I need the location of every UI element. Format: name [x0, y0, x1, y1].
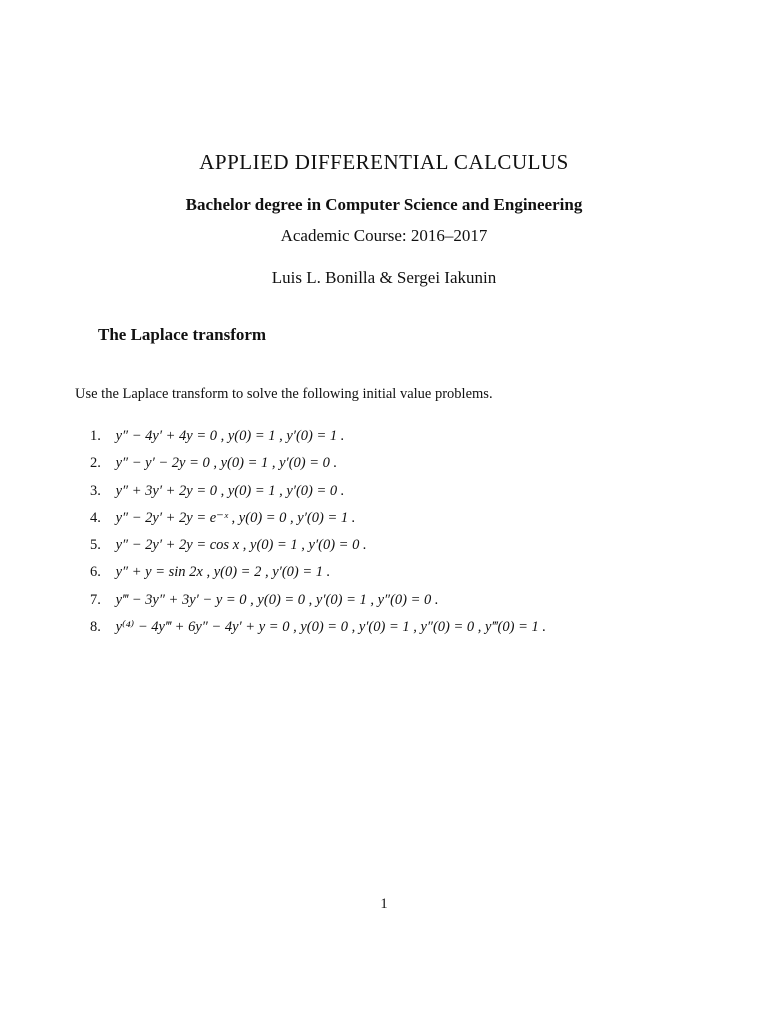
document-subtitle: Bachelor degree in Computer Science and Engineering — [185, 195, 583, 214]
problem-item — [90, 534, 546, 561]
problem-item — [90, 452, 546, 479]
problem-number: 2. — [90, 455, 101, 472]
problem-number: 5. — [90, 537, 101, 554]
academic-course: Academic Course: 2016–2017 — [280, 226, 488, 245]
problem-equation: y″ − 2y′ + 2y = e⁻ˣ , y(0) = 0 , y′(0) = 1 . — [115, 509, 356, 526]
problem-equation: y″ + 3y′ + 2y = 0 , y(0) = 1 , y′(0) = 0 . — [115, 482, 345, 499]
problem-number: 7. — [90, 591, 101, 608]
problem-number: 3. — [90, 482, 101, 499]
problem-number: 4. — [90, 509, 101, 526]
problem-list — [90, 425, 546, 643]
problem-item — [90, 616, 546, 643]
problem-number: 6. — [90, 564, 101, 581]
problem-item — [90, 480, 546, 507]
page-number: 1 — [380, 896, 388, 912]
section-intro: Use the Laplace transform to solve the following initial value problems. — [75, 386, 493, 402]
problem-equation: y⁽⁴⁾ − 4y‴ + 6y″ − 4y′ + y = 0 , y(0) = 0 , y′(0) = 1 , y″(0) = 0 , y‴(0) = 1 . — [115, 619, 547, 636]
authors: Luis L. Bonilla & Sergei Iakunin — [271, 268, 497, 287]
problem-equation: y″ − 4y′ + 4y = 0 , y(0) = 1 , y′(0) = 1 . — [115, 428, 345, 444]
problem-number: 8. — [90, 619, 101, 636]
problem-item — [90, 589, 546, 616]
problem-equation: y″ + y = sin 2x , y(0) = 2 , y′(0) = 1 . — [115, 564, 331, 581]
problem-equation: y‴ − 3y″ + 3y′ − y = 0 , y(0) = 0 , y′(0) = 1 , y″(0) = 0 . — [115, 591, 439, 608]
problem-item — [90, 425, 546, 452]
problem-number: 1. — [90, 428, 101, 444]
problem-equation: y″ − 2y′ + 2y = cos x , y(0) = 1 , y′(0) = 0 . — [115, 537, 367, 554]
section-title: The Laplace transform — [98, 325, 267, 344]
document-title: APPLIED DIFFERENTIAL CALCULUS — [199, 150, 569, 174]
problem-item — [90, 507, 546, 534]
problem-equation: y″ − y′ − 2y = 0 , y(0) = 1 , y′(0) = 0 . — [115, 455, 338, 472]
problem-item — [90, 561, 546, 588]
